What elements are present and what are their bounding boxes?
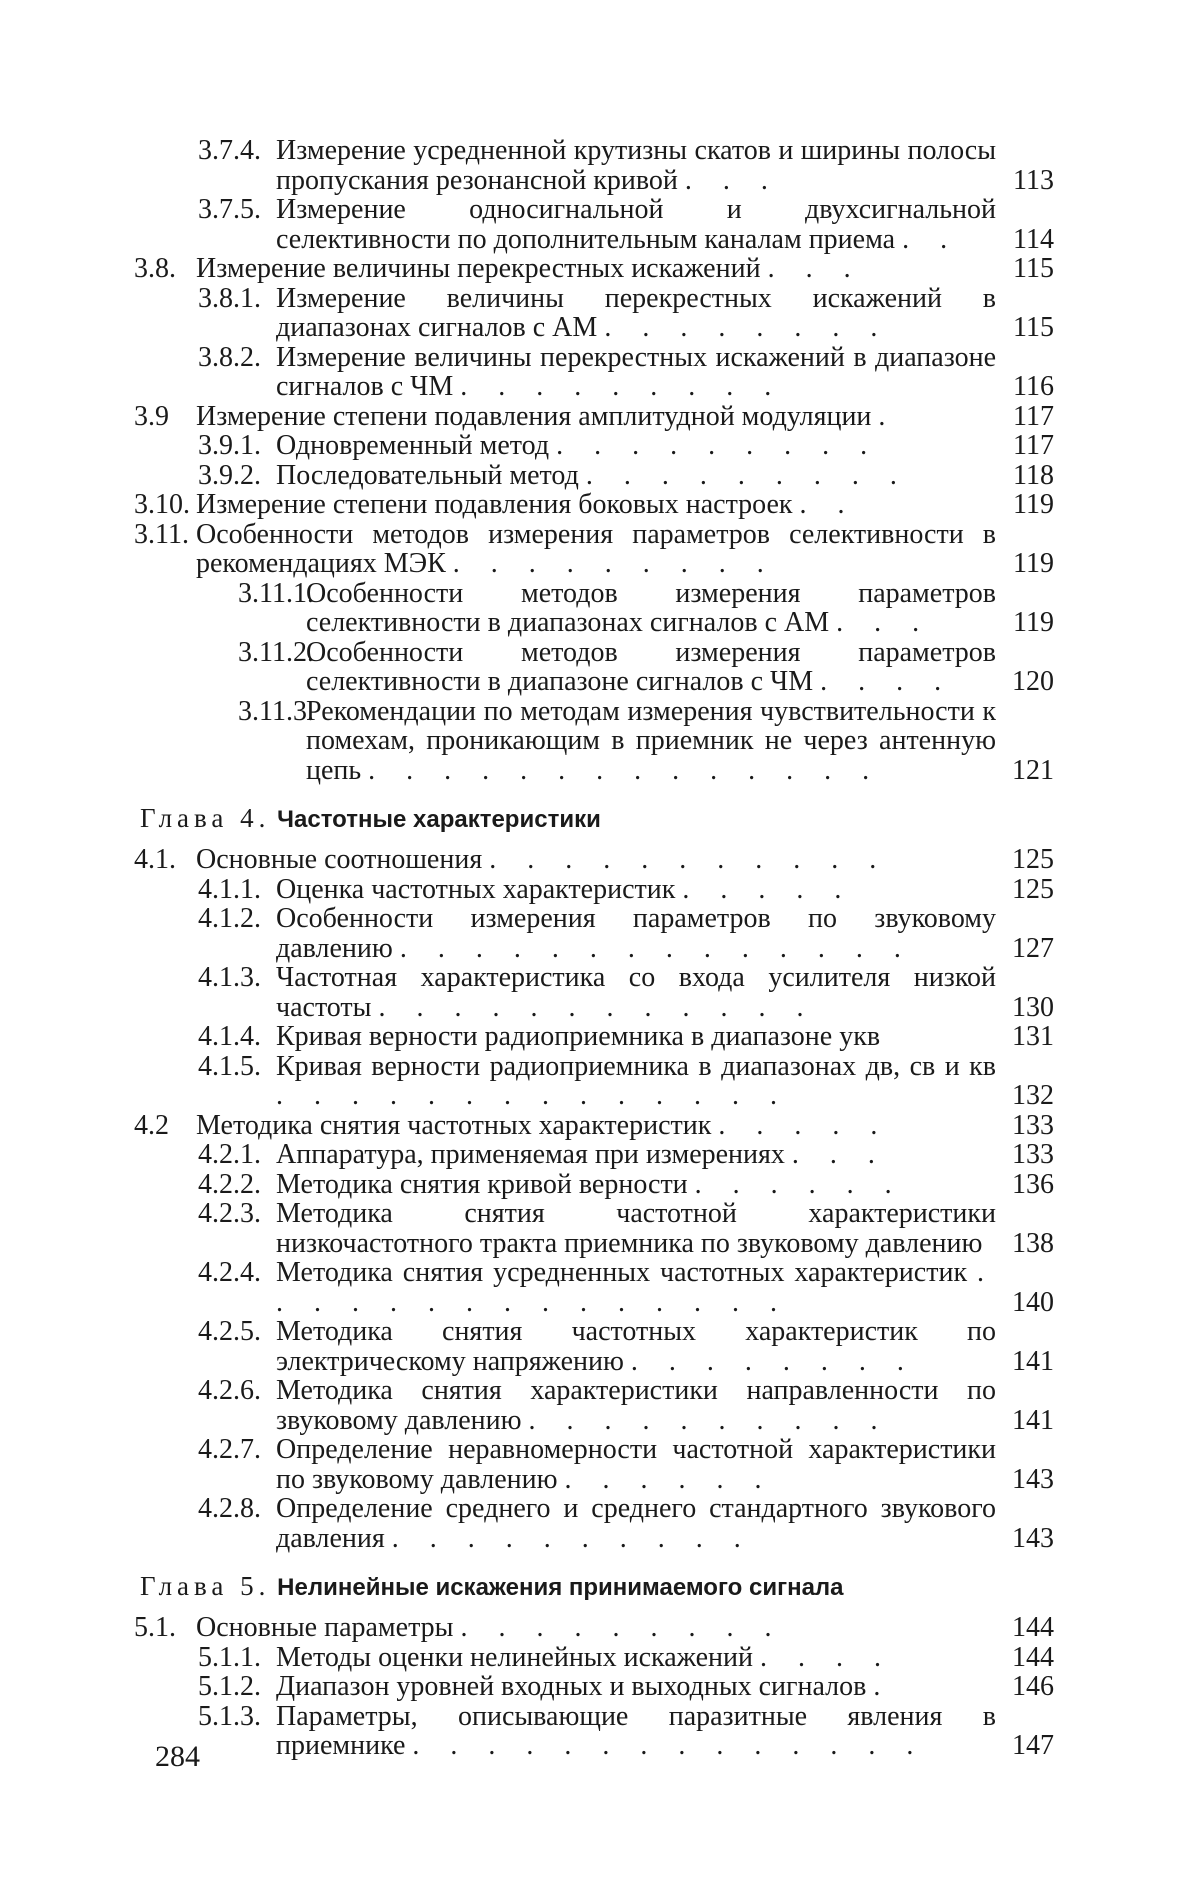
toc-leader-dots: . . . . . . . . . — [460, 371, 784, 402]
toc-entry-title-text: Методика снятия кривой верности — [276, 1168, 688, 1200]
toc-leader-dots: . . . . . — [682, 873, 854, 905]
toc-entry — [134, 697, 1054, 786]
chapter-label: Глава 5. — [140, 1571, 271, 1601]
toc-entry — [134, 1111, 1054, 1141]
toc-entry-number: 4.2.6. — [198, 1375, 261, 1406]
toc-leader-dots: . . . . . . . . . . . . . . — [412, 1730, 926, 1761]
toc-entry — [134, 579, 1054, 638]
toc-leader-dots: . . . . . . . . . . . . — [378, 991, 816, 1023]
toc-leader-dots: . . — [799, 489, 857, 520]
toc-entry — [134, 136, 1054, 195]
toc-entry-title — [276, 284, 1054, 343]
toc-entry-title — [276, 431, 1054, 461]
toc-entry-page: 133 — [1012, 1139, 1054, 1170]
toc-entry-page: 113 — [1013, 164, 1054, 196]
toc-entry-page: 115 — [1013, 312, 1054, 343]
toc-entry-page: 133 — [1012, 1109, 1054, 1141]
toc-entry-title — [276, 904, 1054, 963]
toc-entry-title — [276, 1494, 1054, 1553]
toc-entry-title-text: Измерение усредненной крутизны скатов и ширины полосы пропускания резонансной кривой — [276, 135, 996, 196]
toc-entry-title-text: Основные параметры — [196, 1612, 454, 1643]
toc-entry-title — [276, 1170, 1054, 1200]
toc-entry — [134, 1435, 1054, 1494]
toc-entry-title — [276, 461, 1054, 491]
toc-entry-title-text: Методика снятия частотной характеристики низкочастотного тракта приемника по звуковому давлению — [276, 1198, 996, 1259]
toc-entry-number: 4.1. — [134, 844, 176, 875]
toc-entry-title — [276, 1258, 1054, 1317]
toc-entry — [134, 1317, 1054, 1376]
toc-entry-title-text: Методика снятия усредненных частотных характеристик — [276, 1257, 968, 1288]
chapter-title: Частотные характеристики — [277, 806, 601, 833]
toc-entry-number: 3.9.2. — [198, 459, 261, 491]
toc-entry-title-text: Оценка частотных характеристик — [276, 873, 676, 905]
toc-entry-title-text: Рекомендации по методам измерения чувствительности к помехам, проникающим в приемник не через антенную цепь — [306, 695, 996, 786]
chapter-4-heading — [134, 801, 1054, 837]
toc-entry-title-text: Измерение степени подавления амплитудной модуляции — [196, 400, 872, 432]
toc-entry — [134, 431, 1054, 461]
toc-leader-dots: . . . . . . . . — [630, 1345, 916, 1377]
toc-entry-title-text: Методика снятия характеристики направленности по звуковому давлению — [276, 1375, 996, 1436]
toc-entry-title-text: Определение неравномерности частотной характеристики по звуковому давлению — [276, 1434, 996, 1495]
toc-entry-title — [196, 845, 1054, 875]
toc-entry — [134, 638, 1054, 697]
chapter-title: Нелинейные искажения принимаемого сигнала — [277, 1574, 844, 1601]
toc-entry-title-text: Основные соотношения — [196, 844, 483, 875]
toc-entry-title-text: Кривая верности радиоприемника в диапазонах дв, св и кв — [276, 1050, 996, 1082]
toc-entry-number: 3.8. — [134, 253, 176, 284]
toc-entry — [134, 1672, 1054, 1702]
toc-entry-number: 3.7.5. — [198, 194, 261, 225]
toc-entry-title-text: Измерение величины перекрестных искажений в диапазонах сигналов с АМ — [276, 282, 996, 343]
toc-entry-number: 4.1.4. — [198, 1021, 261, 1052]
toc-entry-number: 4.1.3. — [198, 962, 261, 993]
toc-entry-number: 3.9 — [134, 400, 169, 432]
toc-entry-title-text: Методика снятия частотных характеристик по электрическому напряжению — [276, 1316, 996, 1377]
toc-leader-dots: . . . . . . . . . . . . . . . — [276, 1257, 997, 1318]
toc-leader-dots: . . . . . — [718, 1109, 890, 1141]
toc-entry-title-text: Кривая верности радиоприемника в диапазоне укв — [276, 1021, 881, 1052]
toc-entry — [134, 490, 1054, 520]
toc-entry-title — [276, 1140, 1054, 1170]
toc-entry-title-text: Методика снятия частотных характеристик — [196, 1109, 712, 1141]
toc-entry-page: 116 — [1013, 371, 1054, 402]
toc-entry-page: 132 — [1012, 1080, 1054, 1111]
toc-entry — [134, 402, 1054, 432]
toc-entry-title-text: Последовательный метод — [276, 459, 579, 491]
toc-entry-page: 144 — [1012, 1612, 1054, 1643]
toc-entry-title — [276, 1052, 1054, 1111]
toc-entry-title-text: Особенности методов измерения параметров селективности в диапазоне сигналов с ЧМ — [306, 636, 996, 697]
toc-entry-title — [196, 402, 1054, 432]
toc-entry-title — [306, 697, 1054, 786]
toc-entry-page: 114 — [1013, 223, 1054, 255]
toc-leader-dots: . . . . . . . . . . . . . . — [276, 1080, 789, 1111]
toc-entry-title — [276, 1672, 1054, 1702]
toc-entry-title — [276, 875, 1054, 905]
toc-entry — [134, 461, 1054, 491]
toc-entry — [134, 1140, 1054, 1170]
toc-entry-title — [276, 1702, 1054, 1761]
toc-entry-number: 3.7.4. — [198, 135, 261, 166]
toc-leader-dots: . . . . . . . . . — [460, 1612, 784, 1643]
toc-entry — [134, 254, 1054, 284]
toc-entry-title-text: Методы оценки нелинейных искажений — [276, 1641, 753, 1673]
toc-leader-dots: . . . . . . — [694, 1168, 904, 1200]
toc-entry-number: 3.11. — [134, 518, 189, 550]
toc-entry — [134, 343, 1054, 402]
toc-entry-title — [276, 136, 1054, 195]
toc-entry-title-text: Особенности измерения параметров по звуковому давлению — [276, 903, 996, 964]
toc-entry — [134, 845, 1054, 875]
toc-entry-title-text: Особенности методов измерения параметров селективности в рекомендациях МЭК — [196, 518, 996, 579]
toc-entry-page: 144 — [1012, 1641, 1054, 1673]
toc-entry-page: 117 — [1013, 430, 1054, 461]
toc-leader-dots: . . . . . . . . . . — [391, 1522, 753, 1554]
toc-entry-number: 5.1. — [134, 1612, 176, 1643]
toc-entry-title — [276, 1643, 1054, 1673]
toc-entry — [134, 963, 1054, 1022]
toc-entry-number: 4.1.5. — [198, 1050, 261, 1082]
toc-entry-title — [196, 254, 1054, 284]
toc-leader-dots: . . . . — [820, 666, 954, 697]
toc-leader-dots: . . . — [836, 607, 932, 638]
toc-leader-dots: . — [878, 400, 898, 432]
toc-entry-title-text: Диапазон уровней входных и выходных сигналов — [276, 1671, 867, 1702]
toc-entry-page: 138 — [1012, 1227, 1054, 1259]
toc-group-chapter4 — [134, 845, 1054, 1553]
toc-entry-number: 5.1.2. — [198, 1671, 261, 1702]
toc-entry-number: 4.2 — [134, 1109, 169, 1141]
toc-entry-title — [306, 638, 1054, 697]
toc-entry-page: 125 — [1012, 844, 1054, 875]
toc-leader-dots: . . . . . . . . . — [556, 430, 880, 461]
toc-entry-title-text: Одновременный метод — [276, 430, 550, 461]
toc-entry-number: 3.10. — [134, 489, 190, 520]
toc-entry-page: 120 — [1012, 666, 1054, 697]
toc-leader-dots: . . . — [684, 164, 780, 196]
toc-entry-title — [276, 1199, 1054, 1258]
toc-entry-title-text: Параметры, описывающие паразитные явления в приемнике — [276, 1700, 996, 1761]
toc-entry-title — [276, 1022, 1054, 1052]
toc-leader-dots: . . — [902, 223, 960, 255]
toc-entry-number: 4.2.8. — [198, 1493, 261, 1524]
toc-leader-dots: . . . — [767, 253, 863, 284]
table-of-contents — [134, 136, 1054, 1761]
toc-entry-title — [196, 520, 1054, 579]
toc-entry-number: 3.8.1. — [198, 282, 261, 314]
toc-leader-dots: . . . . . . . . . — [585, 459, 909, 491]
toc-entry-page: 121 — [1012, 754, 1054, 786]
toc-entry — [134, 1170, 1054, 1200]
toc-leader-dots: . . . . . . . . . . . — [489, 844, 889, 875]
chapter-label: Глава 4. — [140, 803, 271, 833]
toc-entry — [134, 1702, 1054, 1761]
toc-entry — [134, 1022, 1054, 1052]
toc-entry — [134, 1199, 1054, 1258]
toc-entry-number: 4.1.1. — [198, 873, 261, 905]
toc-entry-title — [196, 1613, 1054, 1643]
toc-entry — [134, 875, 1054, 905]
toc-entry-page: 146 — [1012, 1671, 1054, 1702]
toc-entry-number: 3.11.2. — [238, 636, 314, 668]
toc-leader-dots: . . . . . . — [564, 1463, 774, 1495]
toc-entry-page: 141 — [1012, 1404, 1054, 1436]
toc-entry — [134, 1613, 1054, 1643]
toc-entry-title-text: Аппаратура, применяемая при измерениях — [276, 1139, 785, 1170]
chapter-5-heading — [134, 1569, 1054, 1605]
toc-entry-page: 131 — [1012, 1021, 1054, 1052]
toc-entry-page: 143 — [1012, 1522, 1054, 1554]
toc-entry-title-text: Измерение величины перекрестных искажений в диапазоне сигналов с ЧМ — [276, 341, 996, 402]
toc-entry-page: 130 — [1012, 991, 1054, 1023]
toc-entry-number: 5.1.1. — [198, 1641, 261, 1673]
toc-entry-page: 119 — [1013, 607, 1054, 638]
toc-entry-title — [276, 343, 1054, 402]
toc-leader-dots: . . . . . . . . . . . . . . — [399, 932, 913, 964]
toc-entry-title — [276, 963, 1054, 1022]
toc-entry-title — [276, 1376, 1054, 1435]
toc-entry-title-text: Частотная характеристика со входа усилителя низкой частоты — [276, 962, 996, 1023]
toc-entry — [134, 1258, 1054, 1317]
toc-group-chapter5 — [134, 1613, 1054, 1761]
toc-entry-title — [276, 195, 1054, 254]
toc-leader-dots: . . . . . . . . — [604, 312, 890, 343]
toc-entry-title — [276, 1317, 1054, 1376]
toc-entry — [134, 1052, 1054, 1111]
toc-entry-page: 143 — [1012, 1463, 1054, 1495]
toc-leader-dots: . . . . . . . . . . . . . . — [368, 754, 882, 786]
toc-entry — [134, 1494, 1054, 1553]
toc-entry-title-text: Измерение степени подавления боковых настроек — [196, 489, 793, 520]
toc-entry-page: 147 — [1012, 1730, 1054, 1761]
toc-entry-page: 119 — [1013, 548, 1054, 579]
toc-leader-dots: . . . . — [760, 1641, 893, 1673]
toc-entry-title — [276, 1435, 1054, 1494]
toc-entry-number: 3.8.2. — [198, 341, 261, 373]
toc-entry-number: 3.9.1. — [198, 430, 261, 461]
page-number: 284 — [155, 1740, 200, 1773]
toc-entry-number: 4.2.7. — [198, 1434, 261, 1465]
toc-entry-title — [306, 579, 1054, 638]
toc-entry-number: 4.2.1. — [198, 1139, 261, 1170]
toc-entry-title — [196, 1111, 1054, 1141]
toc-entry-page: 127 — [1012, 932, 1054, 964]
toc-entry-number: 4.2.2. — [198, 1168, 261, 1200]
toc-entry-title-text: Особенности методов измерения параметров селективности в диапазонах сигналов с АМ — [306, 577, 996, 638]
toc-entry-number: 3.11.1. — [238, 577, 314, 609]
toc-entry — [134, 904, 1054, 963]
toc-leader-dots: . — [873, 1671, 893, 1702]
toc-entry-page: 125 — [1012, 873, 1054, 905]
toc-entry-page: 140 — [1012, 1286, 1054, 1318]
toc-entry-number: 4.2.5. — [198, 1316, 261, 1347]
toc-group-chapter3 — [134, 136, 1054, 785]
toc-entry-title-text: Измерение величины перекрестных искажений — [196, 253, 761, 284]
toc-entry-title — [196, 490, 1054, 520]
toc-entry-number: 4.2.4. — [198, 1257, 261, 1288]
toc-leader-dots: . . . . . . . . . . — [528, 1404, 890, 1436]
toc-entry — [134, 284, 1054, 343]
toc-entry — [134, 1643, 1054, 1673]
toc-leader-dots: . . . . . . . . . — [452, 548, 776, 579]
toc-entry-page: 115 — [1013, 253, 1054, 284]
toc-entry-title-text: Измерение односигнальной и двухсигнальной селективности по дополнительным каналам приема — [276, 194, 996, 255]
toc-entry-number: 4.2.3. — [198, 1198, 261, 1229]
toc-entry-page: 136 — [1012, 1168, 1054, 1200]
toc-leader-dots: . . . — [791, 1139, 887, 1170]
toc-entry-number: 4.1.2. — [198, 903, 261, 934]
toc-entry-number: 3.11.3. — [238, 695, 314, 727]
toc-entry-number: 5.1.3. — [198, 1700, 261, 1732]
toc-entry — [134, 1376, 1054, 1435]
toc-entry — [134, 195, 1054, 254]
toc-entry — [134, 520, 1054, 579]
toc-entry-title-text: Определение среднего и среднего стандартного звукового давления — [276, 1493, 996, 1554]
toc-entry-page: 119 — [1013, 489, 1054, 520]
toc-entry-page: 141 — [1012, 1345, 1054, 1377]
toc-entry-page: 117 — [1013, 400, 1054, 432]
toc-entry-page: 118 — [1013, 459, 1054, 491]
